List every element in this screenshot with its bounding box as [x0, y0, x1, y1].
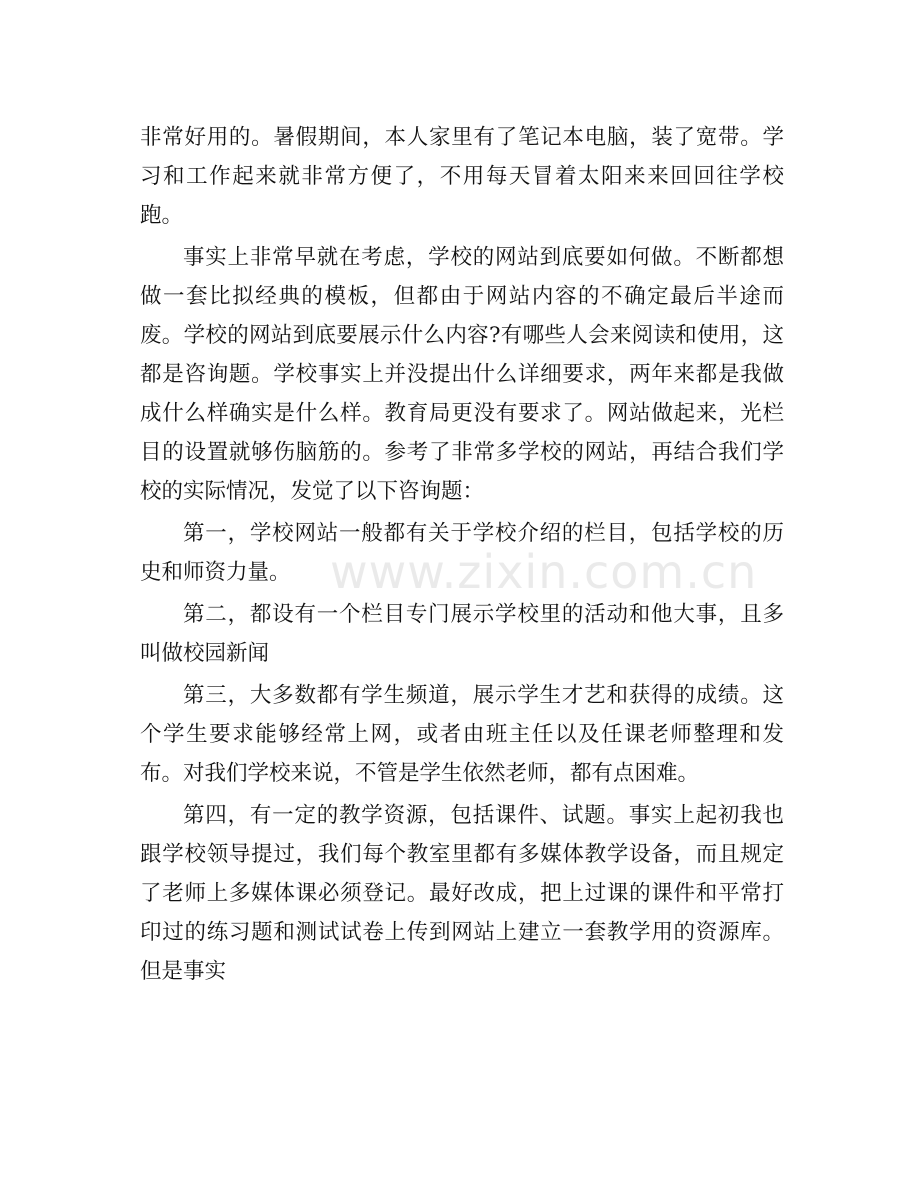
paragraph-4: 第二，都设有一个栏目专门展示学校里的活动和他大事，且多叫做校园新闻: [140, 602, 784, 666]
watermark: www.zixin.com.cn: [330, 545, 758, 599]
paragraph-1: 非常好用的。暑假期间，本人家里有了笔记本电脑，装了宽带。学习和工作起来就非常方便了，不用每天冒着太阳来来回回往学校跑。: [140, 125, 784, 228]
paragraph-6: 第四，有一定的教学资源，包括课件、试题。事实上起初我也跟学校领导提过，我们每个教室里都有多媒体教学设备，而且规定了老师上多媒体课必须登记。最好改成，把上过课的课件和平常打印过的练习题和测试试卷上传到网站上建立一套教学用的资源库。但是事实: [140, 803, 784, 984]
paragraph-5: 第三，大多数都有学生频道，展示学生才艺和获得的成绩。这个学生要求能够经常上网，或者由班主任以及任课老师整理和发布。对我们学校来说，不管是学生依然老师，都有点困难。: [140, 683, 784, 786]
paragraph-3: 第一，学校网站一般都有关于学校介绍的栏目，包括学校的历史和师资力量。: [140, 521, 784, 585]
paragraph-2: 事实上非常早就在考虑，学校的网站到底要如何做。不断都想做一套比拟经典的模板，但都由于网站内容的不确定最后半途而废。学校的网站到底要展示什么内容?有哪些人会来阅读和使用，这都是咨询题。学校事实上并没提出什么详细要求，两年来都是我做成什么样确实是什么样。教育局更没有要求了。网站做起来，光栏目的设置就够伤脑筋的。参考了非常多学校的网站，再结合我们学校的实际情况，发觉了以下咨询题：: [140, 245, 784, 504]
document-body: [140, 118, 784, 994]
